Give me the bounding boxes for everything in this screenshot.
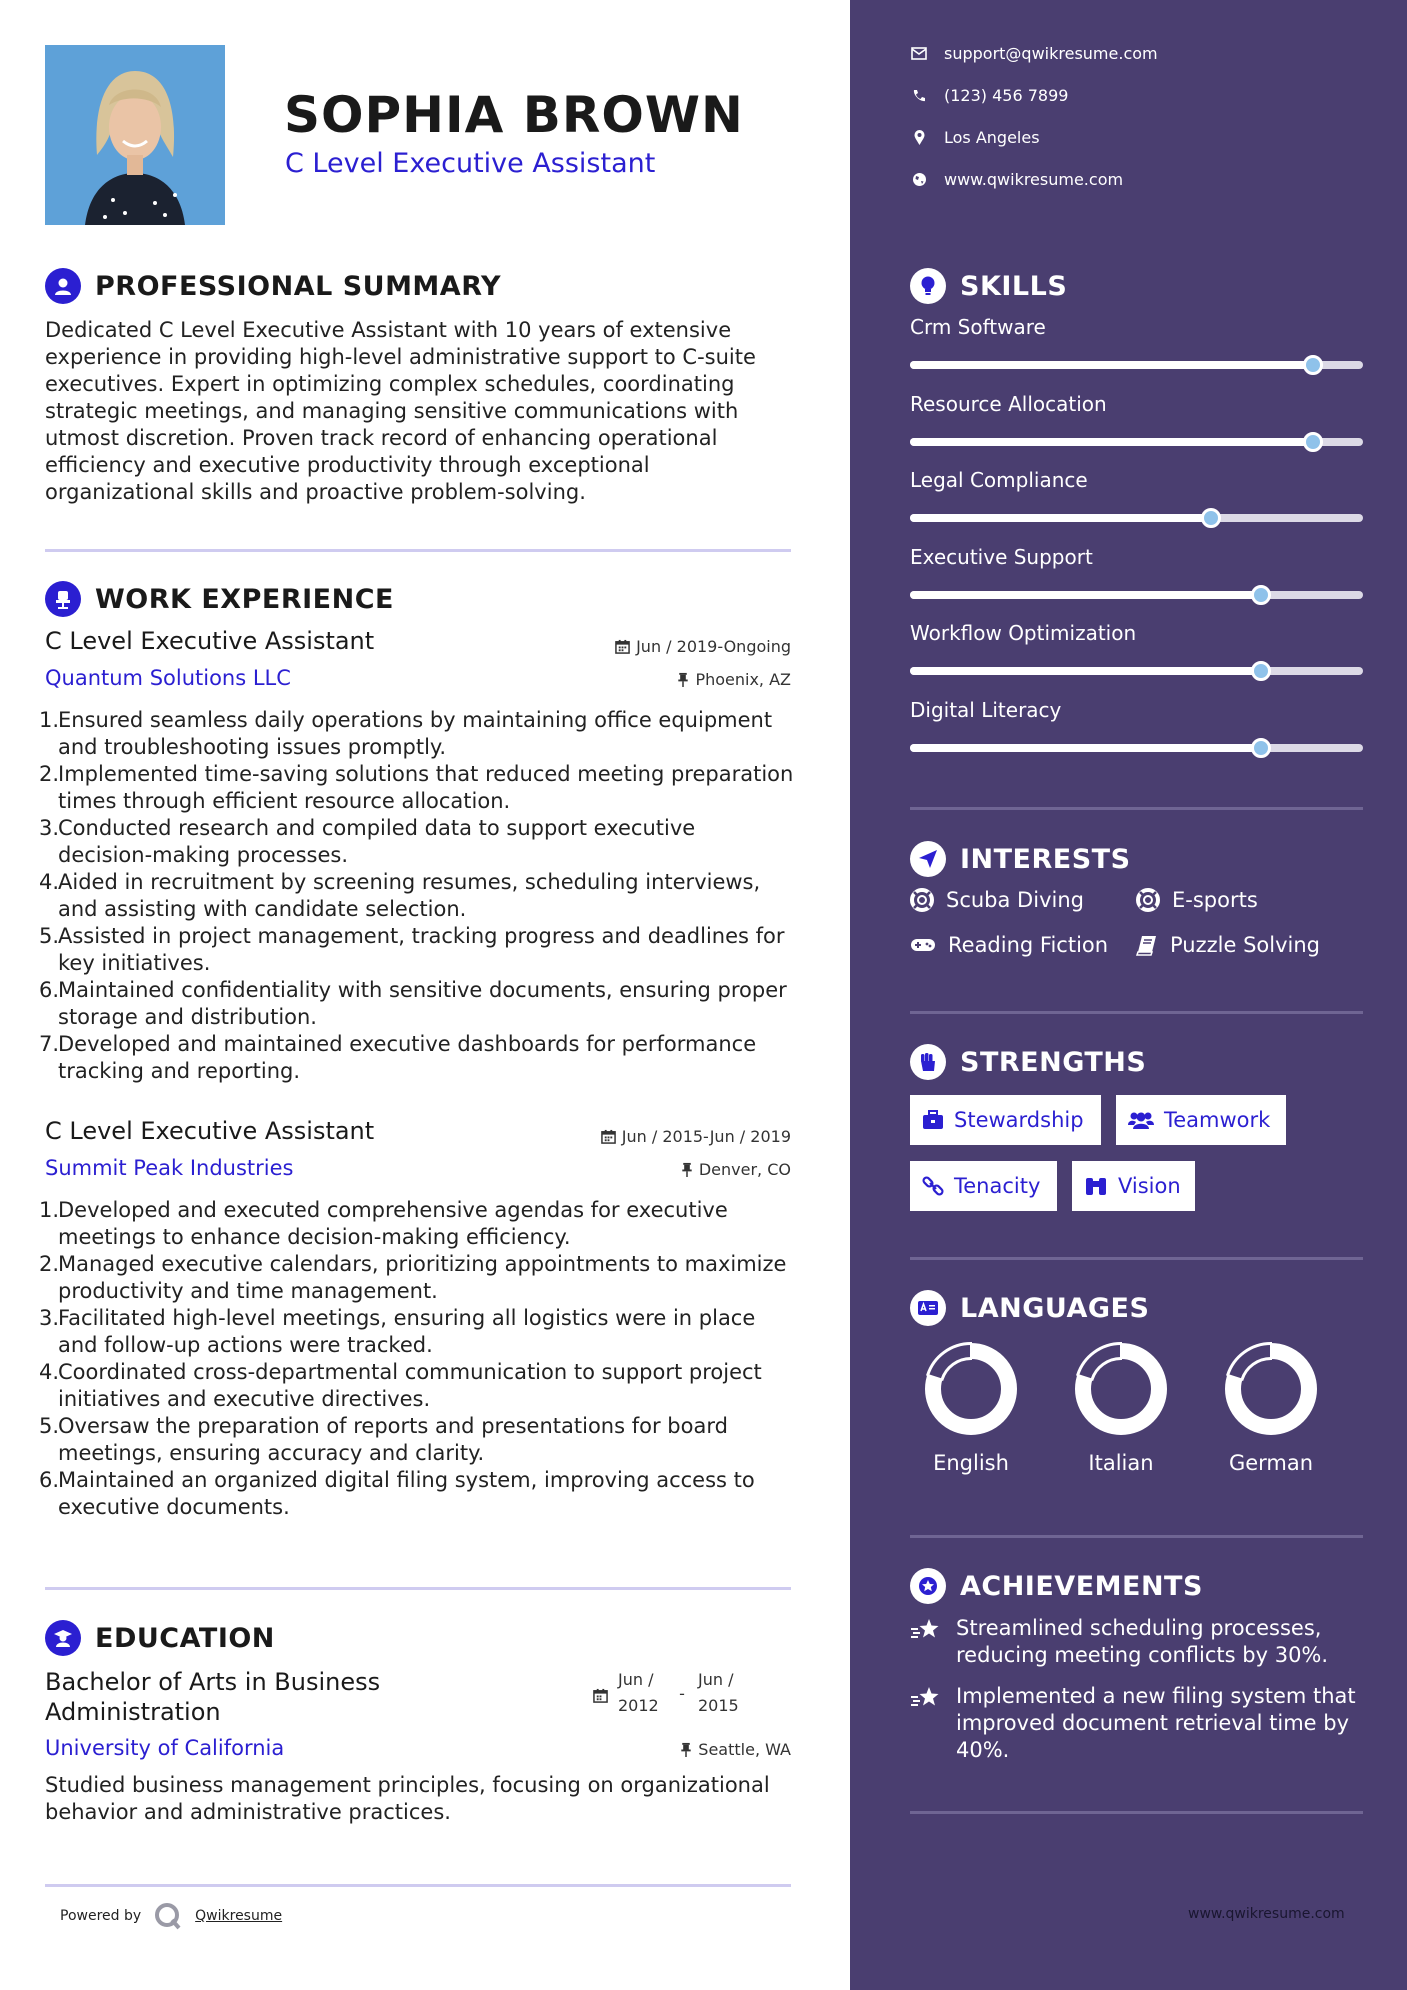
language-ring bbox=[923, 1341, 1019, 1437]
skill-item bbox=[910, 315, 1363, 369]
pin-icon bbox=[680, 1742, 692, 1757]
bullet-number: 1. bbox=[39, 1198, 60, 1222]
skill-track bbox=[910, 514, 1363, 522]
job-dates bbox=[615, 637, 791, 656]
skill-slider-knob bbox=[1303, 432, 1323, 452]
bullet-item bbox=[39, 1413, 795, 1467]
date-separator: - bbox=[679, 1684, 685, 1703]
footer-website[interactable]: www.qwikresume.com bbox=[1188, 1906, 1345, 1922]
graduate-icon bbox=[45, 1620, 81, 1656]
strengths-title: STRENGTHS bbox=[960, 1046, 1147, 1078]
strength-label: Vision bbox=[1118, 1174, 1181, 1198]
bullet-item bbox=[39, 1031, 795, 1085]
skill-fill bbox=[910, 361, 1313, 369]
job-location-text: Denver, CO bbox=[698, 1160, 791, 1179]
skill-label: Executive Support bbox=[910, 544, 1093, 569]
binoculars-icon bbox=[1084, 1176, 1108, 1196]
strength-label: Tenacity bbox=[954, 1174, 1041, 1198]
bullet-number: 1. bbox=[39, 708, 60, 732]
language-ring-hole bbox=[1094, 1362, 1148, 1416]
qwikresume-logo-icon bbox=[153, 1901, 183, 1931]
interest-label: Scuba Diving bbox=[946, 888, 1084, 912]
skill-item bbox=[910, 621, 1363, 675]
bullet-text: Implemented time-saving solutions that reduced meeting preparation times through efficient resource allocation. bbox=[58, 762, 794, 813]
language-ring-hole bbox=[944, 1362, 998, 1416]
bullet-number: 5. bbox=[39, 1414, 60, 1438]
calendar-icon bbox=[615, 639, 630, 654]
skill-fill bbox=[910, 591, 1261, 599]
contact-email-text: support@qwikresume.com bbox=[944, 44, 1158, 63]
strength-label: Teamwork bbox=[1164, 1108, 1271, 1132]
contact-location bbox=[910, 128, 1040, 147]
bullet-text: Oversaw the preparation of reports and presentations for board meetings, ensuring accuracy and clarity. bbox=[58, 1414, 728, 1465]
bullet-item bbox=[39, 977, 795, 1031]
summary-text: Dedicated C Level Executive Assistant with 10 years of extensive experience in providing high-level administrative support to C-suite executives. Expert in optimizing complex schedules, coordinating strategic meetings, and managing sensitive communications with utmost discretion. Proven track record of enhancing operational efficiency and executive productivity through exceptional organizational skills and proactive problem-solving. bbox=[45, 318, 756, 504]
phone-icon bbox=[912, 89, 926, 103]
skill-slider-knob bbox=[1251, 585, 1271, 605]
bullet-text: Facilitated high-level meetings, ensuring all logistics were in place and follow-up actions were tracked. bbox=[58, 1306, 756, 1357]
divider bbox=[910, 1811, 1363, 1814]
education-location bbox=[680, 1740, 791, 1759]
bullet-item bbox=[39, 1359, 795, 1413]
job-location-text: Phoenix, AZ bbox=[695, 670, 791, 689]
map-pin-icon bbox=[914, 130, 925, 145]
contact-email[interactable] bbox=[910, 44, 1158, 63]
strengths-heading bbox=[910, 1044, 1146, 1080]
divider bbox=[910, 1535, 1363, 1538]
briefcase-icon bbox=[922, 1110, 944, 1130]
interest-item bbox=[1136, 933, 1320, 957]
bullet-text: Developed and maintained executive dashboards for performance tracking and reporting. bbox=[58, 1032, 757, 1083]
languages-title: LANGUAGES bbox=[960, 1292, 1150, 1324]
language-item bbox=[1211, 1341, 1331, 1475]
bullet-item bbox=[39, 707, 795, 761]
job-bullets bbox=[39, 1197, 795, 1521]
divider bbox=[45, 1587, 791, 1590]
achievement-text: Streamlined scheduling processes, reducing meeting conflicts by 30%. bbox=[956, 1616, 1329, 1667]
job-dates-text: Jun / 2015-Jun / 2019 bbox=[621, 1127, 791, 1146]
contact-website[interactable] bbox=[910, 170, 1123, 189]
experience-title: WORK EXPERIENCE bbox=[95, 583, 394, 615]
language-ring bbox=[1223, 1341, 1319, 1437]
skill-fill bbox=[910, 438, 1313, 446]
interest-item bbox=[910, 933, 1108, 957]
strength-chip bbox=[1072, 1161, 1195, 1211]
divider bbox=[910, 1257, 1363, 1260]
job-dates bbox=[601, 1127, 791, 1146]
skill-fill bbox=[910, 667, 1261, 675]
sidebar bbox=[850, 0, 1407, 1990]
calendar-icon bbox=[601, 1129, 616, 1144]
skill-item bbox=[910, 468, 1363, 522]
bullet-text: Managed executive calendars, prioritizing appointments to maximize productivity and time management. bbox=[58, 1252, 787, 1303]
school-name: University of California bbox=[45, 1736, 285, 1760]
globe-icon bbox=[912, 172, 927, 187]
education-description: Studied business management principles, focusing on organizational behavior and administrative practices. bbox=[45, 1773, 770, 1824]
language-label: English bbox=[933, 1451, 1009, 1475]
paper-plane-icon bbox=[910, 841, 946, 877]
skill-track bbox=[910, 591, 1363, 599]
job-title: C Level Executive Assistant bbox=[45, 1117, 375, 1145]
divider bbox=[45, 1884, 791, 1887]
job-location bbox=[681, 1160, 791, 1179]
skill-label: Digital Literacy bbox=[910, 697, 1062, 722]
languages-heading bbox=[910, 1290, 1149, 1326]
skill-slider-knob bbox=[1201, 508, 1221, 528]
job-location bbox=[677, 670, 791, 689]
interests-title: INTERESTS bbox=[960, 843, 1131, 875]
bullet-item bbox=[39, 923, 795, 977]
calendar-icon bbox=[593, 1688, 608, 1703]
envelope-icon bbox=[911, 47, 927, 60]
bullet-number: 5. bbox=[39, 924, 60, 948]
powered-by-label: Powered by bbox=[60, 1908, 142, 1924]
skill-track bbox=[910, 438, 1363, 446]
experience-heading bbox=[45, 581, 394, 617]
bullet-text: Maintained confidentiality with sensitive documents, ensuring proper storage and distribution. bbox=[58, 978, 787, 1029]
summary-title: PROFESSIONAL SUMMARY bbox=[95, 270, 502, 302]
strength-chip bbox=[910, 1095, 1101, 1145]
interest-label: Reading Fiction bbox=[948, 933, 1109, 957]
divider bbox=[910, 807, 1363, 810]
bullet-text: Maintained an organized digital filing system, improving access to executive documents. bbox=[58, 1468, 755, 1519]
skill-track bbox=[910, 667, 1363, 675]
interest-item bbox=[1136, 888, 1258, 912]
lifebuoy-icon bbox=[1136, 888, 1160, 912]
education-location-text: Seattle, WA bbox=[698, 1740, 791, 1759]
skills-title: SKILLS bbox=[960, 270, 1068, 302]
language-item bbox=[1061, 1341, 1181, 1475]
pin-icon bbox=[681, 1162, 693, 1177]
bullet-text: Coordinated cross-departmental communication to support project initiatives and executive directives. bbox=[58, 1360, 762, 1411]
book-icon bbox=[1136, 934, 1158, 956]
bullet-text: Aided in recruitment by screening resumes, scheduling interviews, and assisting with candidate selection. bbox=[58, 870, 761, 921]
skill-item bbox=[910, 545, 1363, 599]
interest-label: E-sports bbox=[1172, 888, 1258, 912]
shooting-star-icon bbox=[910, 1617, 942, 1643]
skill-label: Crm Software bbox=[910, 315, 1046, 339]
bullet-item bbox=[39, 1197, 795, 1251]
skill-item bbox=[910, 392, 1363, 446]
profile-photo bbox=[45, 45, 225, 225]
skills-heading bbox=[910, 268, 1067, 304]
achievement-text: Implemented a new filing system that improved document retrieval time by 40%. bbox=[956, 1684, 1356, 1762]
language-item bbox=[911, 1341, 1031, 1475]
skill-item bbox=[910, 698, 1363, 752]
job-dates-text: Jun / 2019-Ongoing bbox=[636, 637, 791, 656]
language-ring-hole bbox=[1244, 1362, 1298, 1416]
shooting-star-icon bbox=[910, 1685, 942, 1711]
skill-track bbox=[910, 744, 1363, 752]
bullet-number: 4. bbox=[39, 1360, 60, 1384]
skill-fill bbox=[910, 744, 1261, 752]
job-company: Summit Peak Industries bbox=[45, 1156, 294, 1180]
education-title: EDUCATION bbox=[95, 1622, 275, 1654]
powered-by bbox=[60, 1901, 282, 1931]
skill-slider-knob bbox=[1303, 355, 1323, 375]
contact-website-text: www.qwikresume.com bbox=[944, 170, 1124, 189]
language-ring bbox=[1073, 1341, 1169, 1437]
achievement-item bbox=[910, 1615, 1363, 1669]
achievements-heading bbox=[910, 1568, 1203, 1604]
candidate-title: C Level Executive Assistant bbox=[285, 148, 656, 179]
bullet-number: 2. bbox=[39, 1252, 60, 1276]
pin-icon bbox=[677, 672, 689, 687]
interests-heading bbox=[910, 841, 1131, 877]
contact-phone-text: (123) 456 7899 bbox=[944, 86, 1069, 105]
candidate-name: SOPHIA BROWN bbox=[284, 86, 744, 144]
bullet-number: 4. bbox=[39, 870, 60, 894]
brand-link[interactable]: Qwikresume bbox=[195, 1908, 283, 1924]
strength-label: Stewardship bbox=[954, 1108, 1084, 1132]
gamepad-icon bbox=[910, 936, 936, 954]
interest-item bbox=[910, 888, 1084, 912]
user-icon bbox=[45, 268, 81, 304]
bullet-item bbox=[39, 1251, 795, 1305]
strength-chip bbox=[910, 1161, 1057, 1211]
bullet-number: 3. bbox=[39, 1306, 60, 1330]
lifebuoy-icon bbox=[910, 888, 934, 912]
language-label: German bbox=[1228, 1451, 1314, 1475]
education-dates bbox=[618, 1667, 746, 1719]
divider bbox=[45, 549, 791, 552]
achievements-title: ACHIEVEMENTS bbox=[960, 1570, 1203, 1602]
bullet-item bbox=[39, 1305, 795, 1359]
bullet-number: 6. bbox=[39, 978, 60, 1002]
divider bbox=[910, 1011, 1363, 1014]
star-badge-icon bbox=[910, 1568, 946, 1604]
bullet-item bbox=[39, 1467, 795, 1521]
person-portrait-icon bbox=[45, 45, 225, 225]
bullet-number: 6. bbox=[39, 1468, 60, 1492]
skill-slider-knob bbox=[1251, 738, 1271, 758]
bullet-item bbox=[39, 869, 795, 923]
contact-phone[interactable] bbox=[910, 86, 1068, 105]
degree-title: Bachelor of Arts in Business Administration bbox=[45, 1668, 381, 1726]
education-heading bbox=[45, 1620, 275, 1656]
bullet-text: Assisted in project management, tracking progress and deadlines for key initiatives. bbox=[58, 924, 785, 975]
education-start: Jun / 2012 bbox=[618, 1670, 659, 1715]
link-icon bbox=[922, 1175, 944, 1197]
achievement-item bbox=[910, 1683, 1363, 1764]
bullet-text: Developed and executed comprehensive agendas for executive meetings to enhance decision-making efficiency. bbox=[58, 1198, 728, 1249]
education-end: Jun / 2015 bbox=[698, 1670, 739, 1715]
skill-label: Legal Compliance bbox=[910, 468, 1088, 492]
fist-icon bbox=[910, 1044, 946, 1080]
lightbulb-icon bbox=[910, 268, 946, 304]
skill-slider-knob bbox=[1251, 661, 1271, 681]
bullet-item bbox=[39, 761, 795, 815]
strength-chip bbox=[1116, 1095, 1286, 1145]
bullet-text: Ensured seamless daily operations by maintaining office equipment and troubleshooting issues promptly. bbox=[58, 708, 773, 759]
language-card-icon bbox=[910, 1290, 946, 1326]
office-chair-icon bbox=[45, 581, 81, 617]
interest-label: Puzzle Solving bbox=[1170, 933, 1320, 957]
job-bullets bbox=[39, 707, 795, 1085]
bullet-number: 2. bbox=[39, 762, 60, 786]
users-icon bbox=[1128, 1110, 1154, 1130]
contact-location-text: Los Angeles bbox=[944, 128, 1040, 147]
bullet-text: Conducted research and compiled data to support executive decision-making processes. bbox=[58, 816, 696, 867]
summary-heading bbox=[45, 268, 501, 304]
language-label: Italian bbox=[1088, 1451, 1154, 1475]
skill-fill bbox=[910, 514, 1211, 522]
bullet-item bbox=[39, 815, 795, 869]
bullet-number: 7. bbox=[39, 1032, 60, 1056]
skill-track bbox=[910, 361, 1363, 369]
skill-label: Workflow Optimization bbox=[910, 621, 1137, 645]
job-title: C Level Executive Assistant bbox=[45, 627, 375, 655]
skill-label: Resource Allocation bbox=[910, 391, 1107, 416]
job-company: Quantum Solutions LLC bbox=[45, 666, 291, 690]
bullet-number: 3. bbox=[39, 816, 60, 840]
